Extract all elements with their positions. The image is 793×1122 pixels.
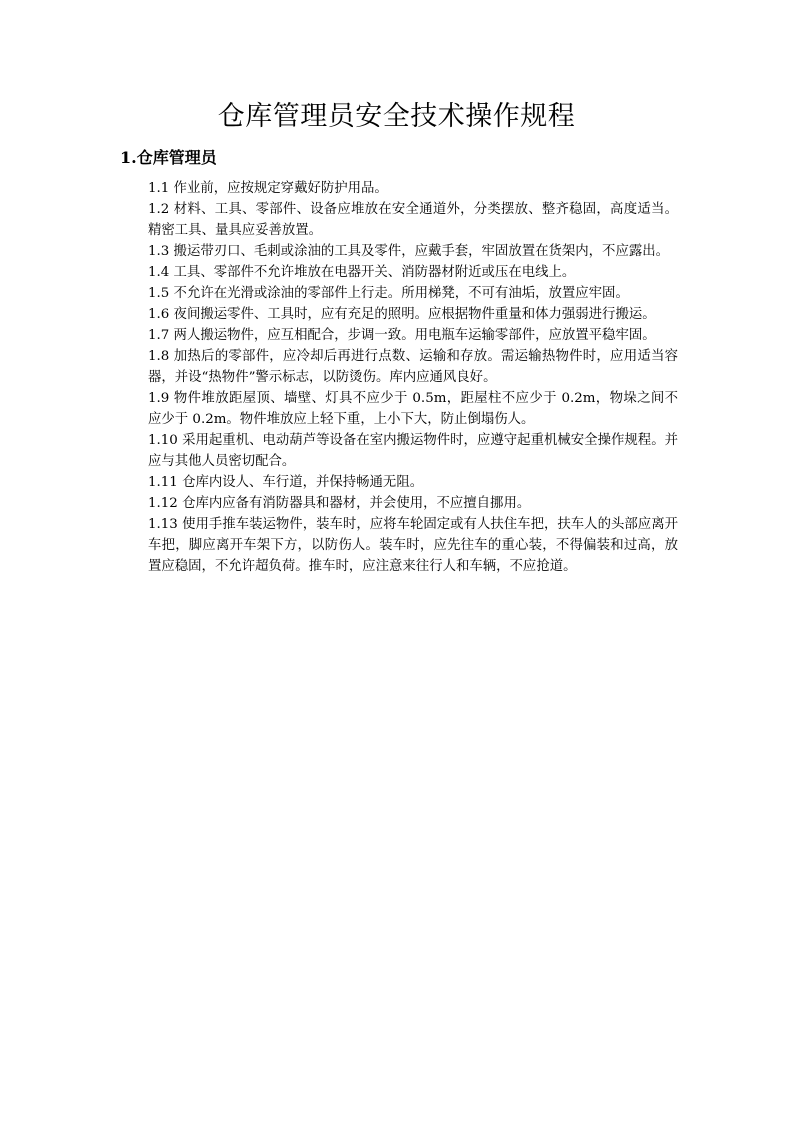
clause-1-2: 1.2 材料、工具、零部件、设备应堆放在安全通道外，分类摆放、整齐稳固，高度适当。精密工具、量具应妥善放置。 bbox=[148, 202, 678, 238]
clause-1-12: 1.12 仓库内应备有消防器具和器材，并会使用，不应擅自挪用。 bbox=[148, 496, 531, 511]
clause-1-5: 1.5 不允许在光滑或涂油的零部件上行走。所用梯凳，不可有油垢，放置应牢固。 bbox=[148, 286, 629, 301]
section-heading: 1.仓库管理员 bbox=[120, 148, 217, 167]
clause-1-10: 1.10 采用起重机、电动葫芦等设备在室内搬运物件时，应遵守起重机械安全操作规程。并应与其他人员密切配合。 bbox=[148, 433, 678, 469]
clause-1-13: 1.13 使用手推车装运物件，装车时，应将车轮固定或有人扶住车把，扶车人的头部应离开车把，脚应离开车架下方，以防伤人。装车时，应先往车的重心装，不得偏装和过高，放置应稳固，不允许超负荷。推车时，应注意来往行人和车辆，不应抢道。 bbox=[148, 517, 678, 574]
clause-1-1: 1.1 作业前，应按规定穿戴好防护用品。 bbox=[148, 181, 388, 196]
clause-list bbox=[148, 178, 678, 577]
document-title: 仓库管理员安全技术操作规程 bbox=[217, 101, 576, 132]
clause-1-8: 1.8 加热后的零部件，应冷却后再进行点数、运输和存放。需运输热物件时，应用适当容器，并设“热物件”警示标志，以防烫伤。库内应通风良好。 bbox=[148, 349, 678, 385]
clause-1-6: 1.6 夜间搬运零件、工具时，应有充足的照明。应根据物件重量和体力强弱进行搬运。 bbox=[148, 307, 656, 322]
clause-1-11: 1.11 仓库内设人、车行道，并保持畅通无阻。 bbox=[148, 475, 424, 490]
clause-1-9: 1.9 物件堆放距屋顶、墙壁、灯具不应少于 0.5m，距屋柱不应少于 0.2m，物垛之间不应少于 0.2m。物件堆放应上轻下重，上小下大，防止倒塌伤人。 bbox=[148, 391, 678, 427]
clause-1-3: 1.3 搬运带刃口、毛刺或涂油的工具及零件，应戴手套，牢固放置在货架内，不应露出。 bbox=[148, 244, 670, 259]
clause-1-7: 1.7 两人搬运物件，应互相配合，步调一致。用电瓶车运输零部件，应放置平稳牢固。 bbox=[148, 328, 656, 343]
clause-1-4: 1.4 工具、零部件不允许堆放在电器开关、消防器材附近或压在电线上。 bbox=[148, 265, 576, 280]
